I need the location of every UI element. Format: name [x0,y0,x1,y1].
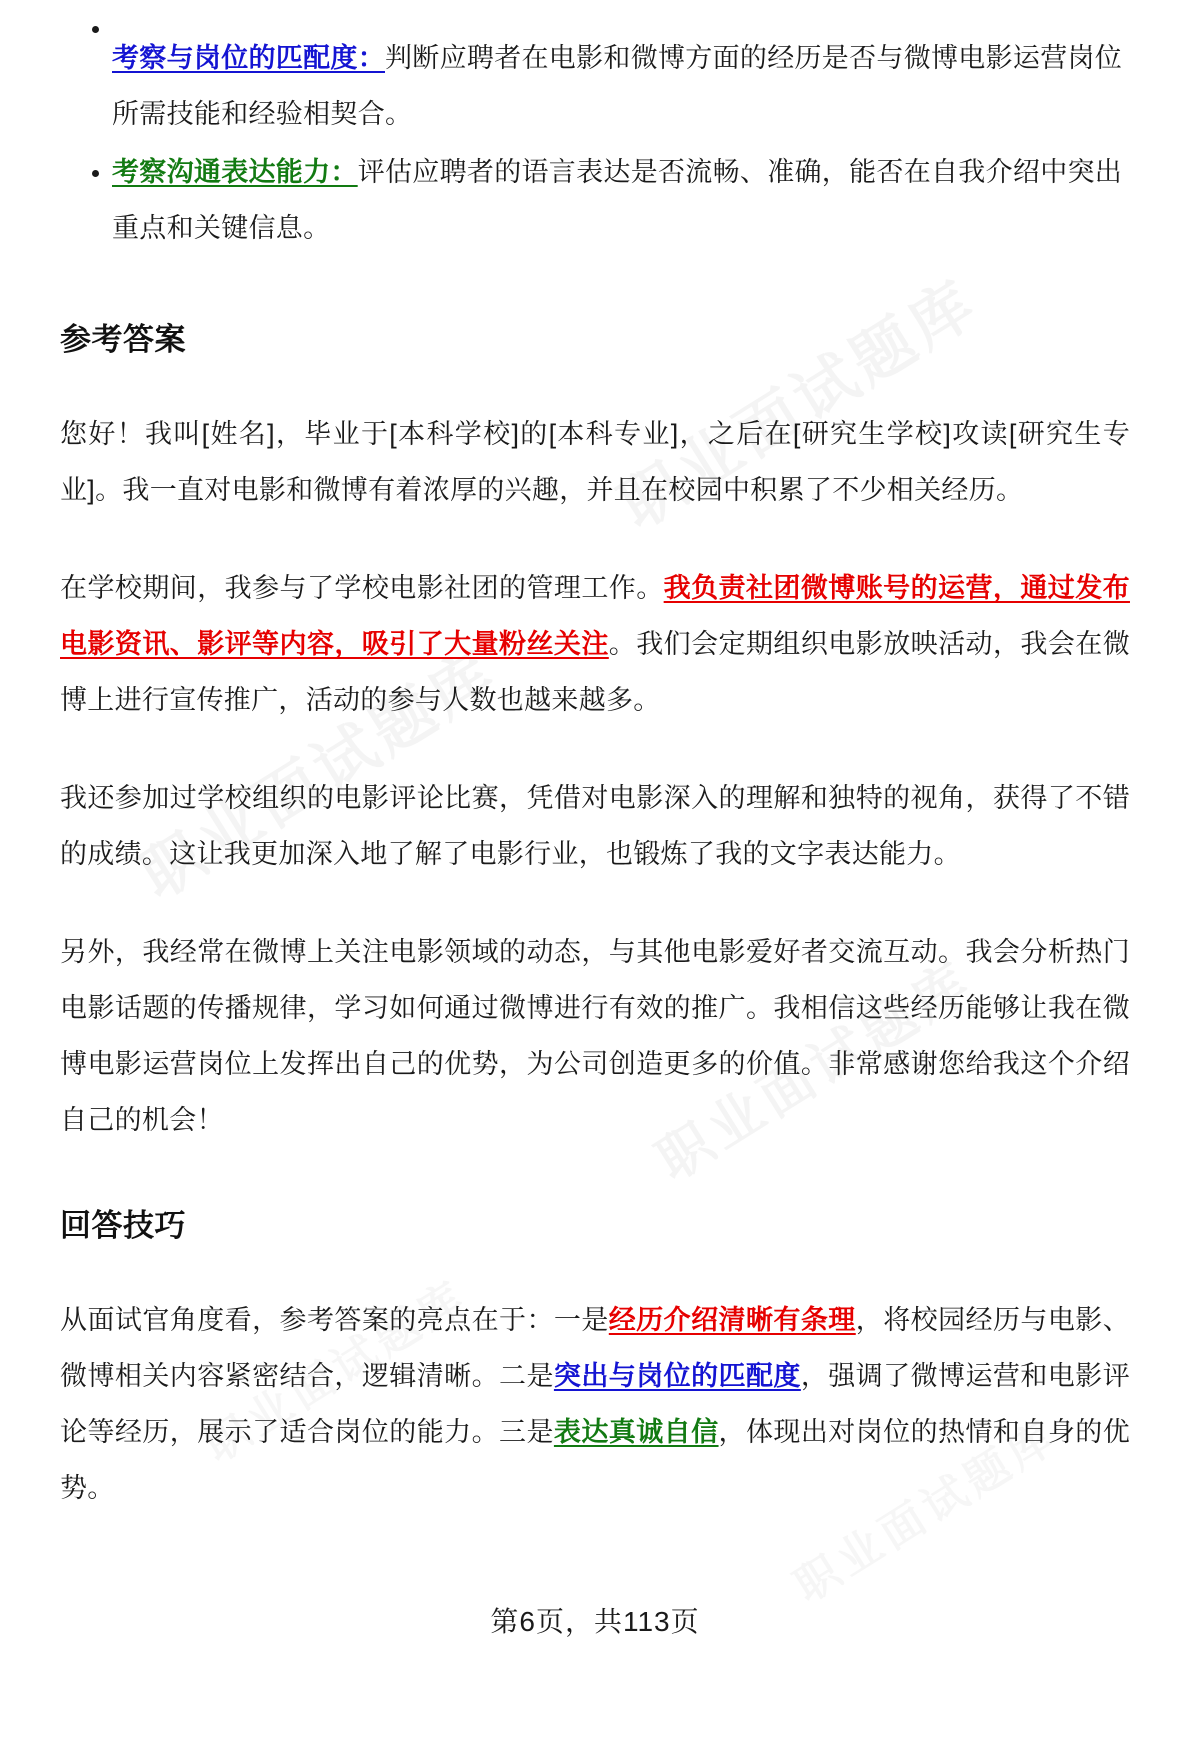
paragraph-self-introduction: 您好！我叫[姓名]，毕业于[本科学校]的[本科专业]，之后在[研究生学校]攻读[研究生专业]。我一直对电影和微博有着浓厚的兴趣，并且在校园中积累了不少相关经历。 [60,419,1130,505]
paragraph-film-club [60,560,1130,728]
assessment-points-list [60,0,1130,256]
highlight-clear-experience: 经历介绍清晰有条理 [608,1305,856,1335]
tips-text-part-2: ，将校园经历与电影、微博相关内容紧密结合，逻辑清晰。二是 [60,1305,1131,1391]
paragraph-text-after: 。我们会定期组织电影放映活动，我会在微博上进行宣传推广，活动的参与人数也越来越多。 [60,629,1131,715]
paragraph-weibo-following: 另外，我经常在微博上关注电影领域的动态，与其他电影爱好者交流互动。我会分析热门电影话题的传播规律，学习如何通过微博进行有效的推广。我相信这些经历能够让我在微博电影运营岗位上发挥出自己的优势，为公司创造更多的价值。非常感谢您给我这个介绍自己的机会！ [60,937,1130,1135]
list-item [60,0,1130,142]
bullet-text: 评估应聘者的语言表达是否流畅、准确，能否在自我介绍中突出重点和关键信息。 [112,157,1123,243]
list-item [60,144,1130,256]
highlight-sincere-confident: 表达真诚自信 [553,1417,719,1447]
highlight-weibo-operation: 我负责社团微博账号的运营，通过发布电影资讯、影评等内容，吸引了大量粉丝关注 [60,573,1130,659]
paragraph-film-review-contest: 我还参加过学校组织的电影评论比赛，凭借对电影深入的理解和独特的视角，获得了不错的成绩。这让我更加深入地了解了电影行业，也锻炼了我的文字表达能力。 [60,783,1130,869]
bullet-text: 判断应聘者在电影和微博方面的经历是否与微博电影运营岗位所需技能和经验相契合。 [112,43,1123,129]
heading-reference-answer: 参考答案 [60,322,186,357]
heading-answer-tips: 回答技巧 [60,1208,186,1243]
bullet-label-communication: 考察沟通表达能力： [112,157,358,187]
tips-text-part-1: 从面试官角度看，参考答案的亮点在于：一是 [60,1305,609,1335]
tips-text-part-4: ，体现出对岗位的热情和自身的优势。 [60,1417,1130,1503]
bullet-label-match-degree: 考察与岗位的匹配度： [112,43,385,73]
highlight-job-match: 突出与岗位的匹配度 [553,1361,801,1391]
page-number-label: 第6页，共113页 [490,1606,700,1637]
page-footer [0,1600,1190,1640]
paragraph-answer-tips [60,1292,1130,1516]
tips-text-part-3: ，强调了微博运营和电影评论等经历，展示了适合岗位的能力。三是 [60,1361,1130,1447]
paragraph-text-before: 在学校期间，我参与了学校电影社团的管理工作。 [60,573,664,603]
